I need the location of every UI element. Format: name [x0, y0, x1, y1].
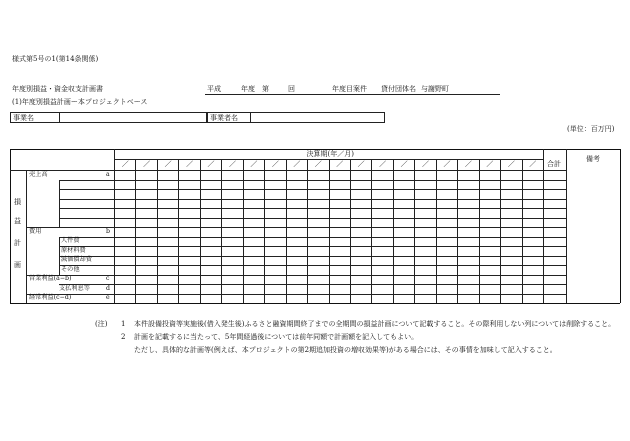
period-column-line — [243, 159, 244, 303]
period-cell-17[interactable]: ／ — [464, 159, 472, 168]
remarks-column-divider — [566, 149, 567, 303]
label-column-divider — [114, 149, 115, 303]
header-bottom-line — [10, 170, 566, 171]
row-label: 営業利益(a−b) — [29, 275, 72, 283]
period-cell-12[interactable]: ／ — [357, 159, 365, 168]
row-line — [59, 189, 566, 190]
period-cell-14[interactable]: ／ — [400, 159, 408, 168]
period-column-line — [221, 159, 222, 303]
period-column-line — [350, 159, 351, 303]
period-column-line — [286, 159, 287, 303]
table-border-bottom — [10, 303, 620, 304]
row-label: 減価償却費 — [61, 256, 92, 264]
row-line — [59, 284, 566, 285]
row-code: a — [106, 170, 110, 178]
note-2-number: 2 — [121, 333, 126, 341]
side-label-char: 画 — [14, 261, 21, 269]
period-cell-10[interactable]: ／ — [314, 159, 322, 168]
row-line — [59, 265, 566, 266]
row-code: d — [106, 284, 110, 292]
period-column-line — [264, 159, 265, 303]
period-cell-8[interactable]: ／ — [271, 159, 279, 168]
business-name-label: 事業名 — [13, 114, 34, 122]
notes-prefix: (注) — [95, 320, 108, 328]
era-label: 平成 — [207, 85, 221, 93]
row-code: e — [106, 294, 110, 302]
note-1-text: 本件設備投資等実施後(借入発生後)ふるさと融資期間終了までの全期間の損益計画について記載すること。その際利用しない列については削除すること。 — [134, 320, 616, 328]
row-line — [59, 180, 566, 181]
ordinal-prefix-label: 第 — [262, 85, 269, 93]
period-cell-15[interactable]: ／ — [422, 159, 430, 168]
period-column-line — [436, 159, 437, 303]
row-label: 費用 — [29, 227, 42, 235]
side-label-char: 損 — [14, 198, 21, 206]
period-column-line — [329, 159, 330, 303]
row-label: その他 — [61, 265, 80, 273]
row-label: 人件費 — [61, 237, 80, 245]
lender-name: 与謝野町 — [421, 85, 449, 93]
period-header: 決算期(年／月) — [306, 150, 354, 158]
row-label: 原材料費 — [61, 246, 86, 254]
row-label: 経常利益(c−d) — [29, 294, 72, 302]
row-label: 売上高 — [29, 170, 48, 178]
period-column-line — [135, 159, 136, 303]
table-border-left — [10, 149, 11, 303]
form-title: 年度別損益・資金収支計画書 — [12, 85, 103, 93]
period-cell-11[interactable]: ／ — [336, 159, 344, 168]
project-year-label: 年度目案件 — [332, 85, 367, 93]
period-cell-5[interactable]: ／ — [207, 159, 215, 168]
period-cell-7[interactable]: ／ — [250, 159, 258, 168]
row-line — [59, 218, 566, 219]
row-code: b — [106, 227, 110, 235]
row-code: c — [106, 275, 110, 283]
period-column-line — [178, 159, 179, 303]
remarks-header: 備考 — [586, 155, 600, 163]
period-column-line — [371, 159, 372, 303]
row-line — [59, 199, 566, 200]
total-column-divider — [543, 149, 544, 303]
side-label-char: 計 — [14, 239, 21, 247]
note-3-text: ただし、具体的な計画等(例えば、本プロジェクトの第2期追加投資の増収効果等)がある場合には、その事情を加味して記入すること。 — [134, 346, 557, 354]
period-cell-18[interactable]: ／ — [486, 159, 494, 168]
period-column-line — [500, 159, 501, 303]
period-cell-16[interactable]: ／ — [443, 159, 451, 168]
unit-label: (単位：百万円) — [567, 125, 615, 133]
period-column-line — [307, 159, 308, 303]
operator-name-label: 事業者名 — [210, 114, 238, 122]
note-2-text: 計画を記載するに当たって、5年間経過後については前年同額で計画額を記入してもよい。 — [134, 333, 419, 341]
period-cell-20[interactable]: ／ — [529, 159, 537, 168]
year-suffix-label: 年度 — [241, 85, 255, 93]
period-cell-9[interactable]: ／ — [293, 159, 301, 168]
period-cell-3[interactable]: ／ — [164, 159, 172, 168]
sales-subitem-line — [59, 180, 60, 228]
period-cell-19[interactable]: ／ — [507, 159, 515, 168]
total-header: 合計 — [547, 160, 561, 168]
form-label: 様式第5号の1(第14条関係) — [12, 55, 99, 63]
row-line — [59, 246, 566, 247]
period-cell-4[interactable]: ／ — [186, 159, 194, 168]
period-column-line — [522, 159, 523, 303]
row-line — [59, 256, 566, 257]
ordinal-suffix-label: 回 — [288, 85, 295, 93]
lender-label: 貸付団体名 — [381, 85, 416, 93]
period-cell-1[interactable]: ／ — [121, 159, 129, 168]
period-column-line — [479, 159, 480, 303]
period-column-line — [157, 159, 158, 303]
period-column-line — [414, 159, 415, 303]
period-cell-13[interactable]: ／ — [379, 159, 387, 168]
row-label: 支払利息等 — [59, 284, 90, 292]
period-column-line — [393, 159, 394, 303]
row-line — [59, 237, 566, 238]
period-cell-2[interactable]: ／ — [143, 159, 151, 168]
period-column-line — [200, 159, 201, 303]
period-column-line — [457, 159, 458, 303]
side-label-divider — [26, 170, 27, 303]
section-title: (1)年度別損益計画ー本プロジェクトベース — [12, 98, 148, 106]
period-cell-6[interactable]: ／ — [228, 159, 236, 168]
table-border-right — [620, 149, 621, 303]
note-1-number: 1 — [121, 320, 126, 328]
row-line — [59, 208, 566, 209]
side-label-char: 益 — [14, 217, 21, 225]
cost-subitem-line — [59, 237, 60, 275]
